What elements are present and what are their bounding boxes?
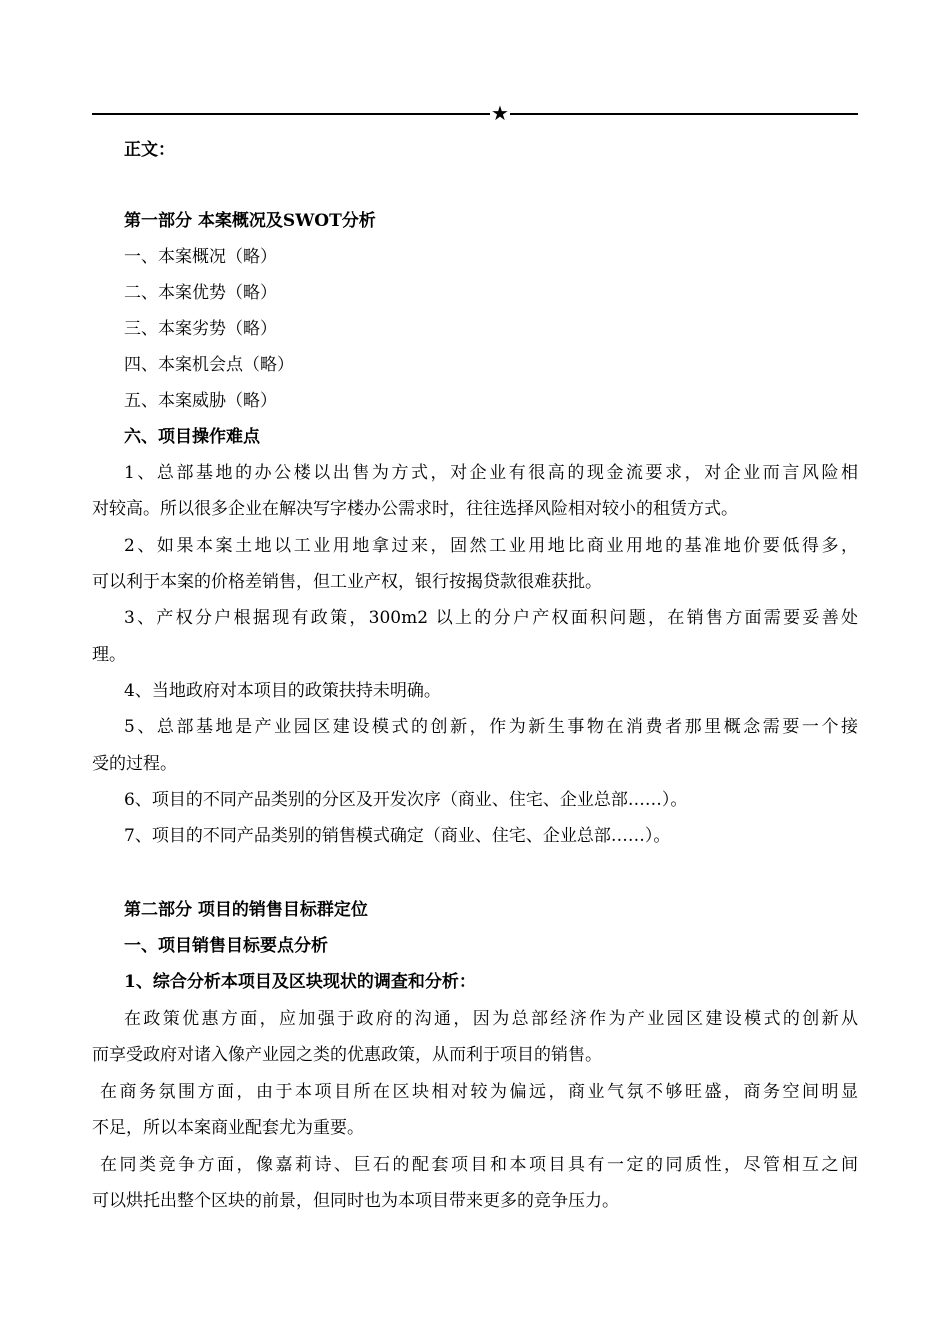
difficulty-2-line-1: 2、如果本案土地以工业用地拿过来，固然工业用地比商业用地的基准地价要低得多， (124, 536, 858, 556)
business-para-line-1: 在商务氛围方面，由于本项目所在区块相对较为偏远，商业气氛不够旺盛，商务空间明显 (100, 1082, 858, 1102)
difficulty-1-line-1: 1、总部基地的办公楼以出售为方式，对企业有很高的现金流要求，对企业而言风险相 (124, 463, 858, 483)
part2-subtitle-2: 1、综合分析本项目及区块现状的调查和分析： (124, 972, 476, 992)
difficulty-2-line-2: 可以利于本案的价格差销售，但工业产权，银行按揭贷款很难获批。 (92, 572, 602, 592)
header-divider (92, 101, 858, 125)
competition-para-line-1: 在同类竞争方面，像嘉莉诗、巨石的配套项目和本项目具有一定的同质性，尽管相互之间 (100, 1155, 858, 1175)
difficulties-title: 六、项目操作难点 (124, 427, 260, 447)
difficulty-6: 6、项目的不同产品类别的分区及开发次序（商业、住宅、企业总部……）。 (124, 790, 688, 810)
divider-rule-right (510, 113, 858, 115)
part1-title: 第一部分 本案概况及SWOT分析 (124, 211, 376, 231)
part1-item-1: 一、本案概况（略） (124, 247, 277, 267)
part1-item-5: 五、本案威胁（略） (124, 391, 277, 411)
policy-para-line-2: 而享受政府对诸入像产业园之类的优惠政策，从而利于项目的销售。 (92, 1045, 602, 1065)
difficulty-3-line-1: 3、产权分户根据现有政策，300m2 以上的分户产权面积问题，在销售方面需要妥善处 (124, 608, 858, 628)
difficulty-5-line-1: 5、总部基地是产业园区建设模式的创新，作为新生事物在消费者那里概念需要一个接 (124, 717, 858, 737)
divider-rule-left (92, 113, 490, 115)
difficulty-7: 7、项目的不同产品类别的销售模式确定（商业、住宅、企业总部……）。 (124, 826, 671, 846)
difficulty-5-line-2: 受的过程。 (92, 754, 177, 774)
policy-para-line-1: 在政策优惠方面，应加强于政府的沟通，因为总部经济作为产业园区建设模式的创新从 (124, 1009, 858, 1029)
difficulty-4: 4、当地政府对本项目的政策扶持未明确。 (124, 681, 441, 701)
part1-item-3: 三、本案劣势（略） (124, 319, 277, 339)
difficulty-1-line-2: 对较高。所以很多企业在解决写字楼办公需求时，往往选择风险相对较小的租赁方式。 (92, 499, 738, 519)
competition-para-line-2: 可以烘托出整个区块的前景，但同时也为本项目带来更多的竞争压力。 (92, 1191, 619, 1211)
part2-subtitle-1: 一、项目销售目标要点分析 (124, 936, 328, 956)
business-para-line-2: 不足，所以本案商业配套尤为重要。 (92, 1118, 364, 1138)
part2-title: 第二部分 项目的销售目标群定位 (124, 900, 368, 920)
star-icon: ★ (491, 101, 509, 125)
part1-item-2: 二、本案优势（略） (124, 283, 277, 303)
part1-item-4: 四、本案机会点（略） (124, 355, 294, 375)
difficulty-3-line-2: 理。 (92, 645, 126, 665)
body-label: 正文： (124, 140, 175, 160)
